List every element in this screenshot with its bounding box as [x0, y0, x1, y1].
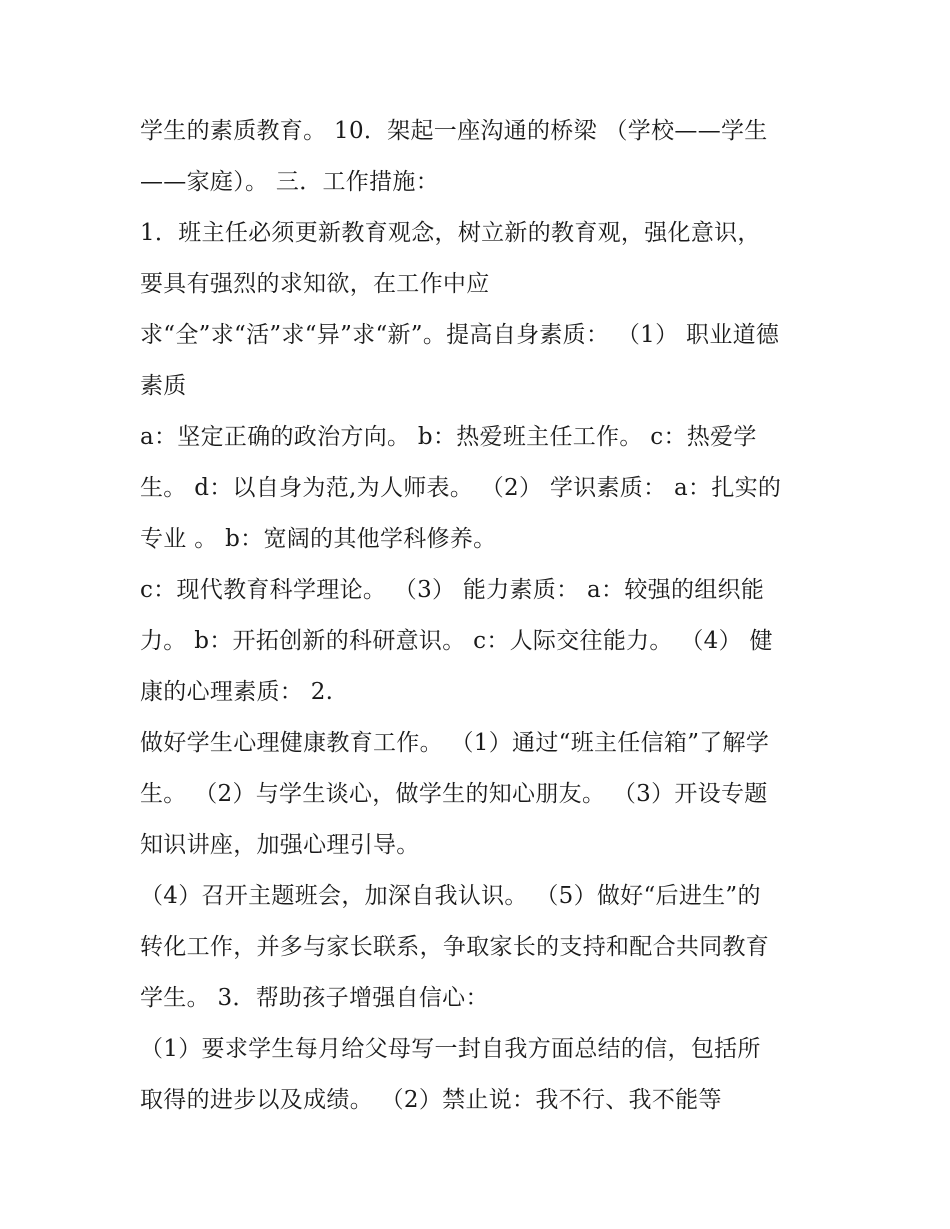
text-line: 素质 [140, 373, 187, 399]
text-line: 专业 。 b：宽阔的其他学科修养。 [140, 526, 497, 552]
text-line: 学生的素质教育。 10．架起一座沟通的桥梁 （学校——学生 [140, 118, 768, 144]
text-line: a：坚定正确的政治方向。 b：热爱班主任工作。 c：热爱学 [140, 424, 757, 450]
text-line: 1．班主任必须更新教育观念，树立新的教育观，强化意识， [140, 220, 761, 246]
text-line: 力。 b：开拓创新的科研意识。 c：人际交往能力。 （4） 健 [140, 628, 773, 654]
text-line: 生。 （2）与学生谈心，做学生的知心朋友。 （3）开设专题 [140, 781, 768, 807]
text-line: 康的心理素质： 2. [140, 679, 334, 705]
text-line: ——家庭）。 三．工作措施： [140, 169, 440, 195]
text-line: c：现代教育科学理论。 （3） 能力素质： a：较强的组织能 [140, 577, 765, 603]
text-line: 取得的进步以及成绩。 （2）禁止说：我不行、我不能等 [140, 1087, 722, 1113]
text-line: 知识讲座，加强心理引导。 [140, 832, 420, 858]
text-line: （4）召开主题班会，加深自我认识。 （5）做好“后进生”的 [140, 883, 761, 909]
text-line: 学生。 3．帮助孩子增强自信心： [140, 985, 489, 1011]
text-line: 求“全”求“活”求“异”求“新”。提高自身素质： （1） 职业道德 [140, 322, 780, 348]
document-body [140, 106, 830, 1126]
text-line: （1）要求学生每月给父母写一封自我方面总结的信，包括所 [140, 1036, 761, 1062]
text-line: 生。 d：以自身为范,为人师表。 （2） 学识素质： a：扎实的 [140, 475, 782, 501]
text-line: 要具有强烈的求知欲，在工作中应 [140, 271, 490, 297]
text-line: 做好学生心理健康教育工作。 （1）通过“班主任信箱”了解学 [140, 730, 770, 756]
text-line: 转化工作，并多与家长联系，争取家长的支持和配合共同教育 [140, 934, 770, 960]
